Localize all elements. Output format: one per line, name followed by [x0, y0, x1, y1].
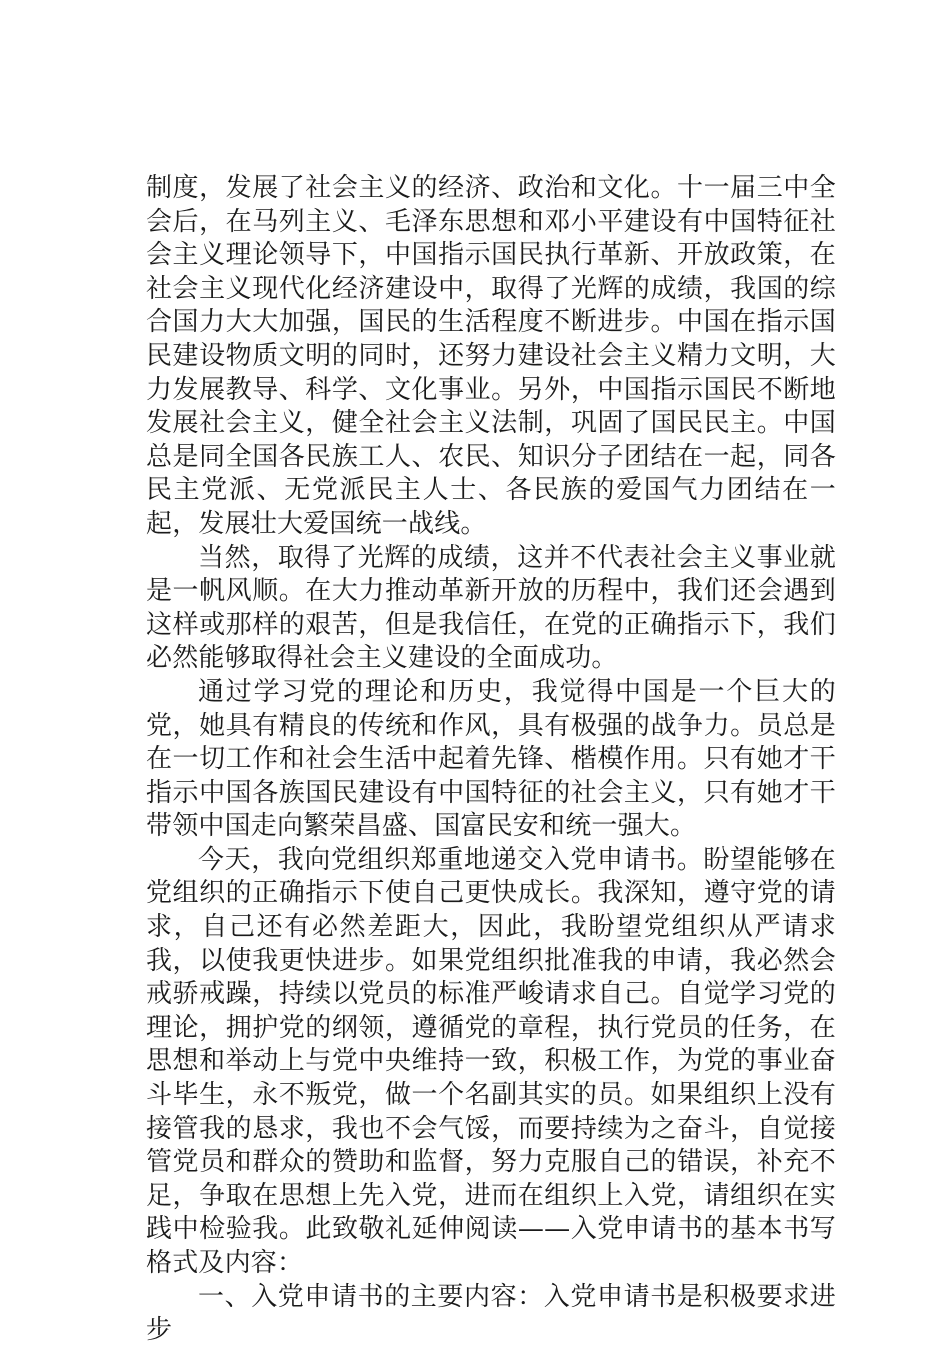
paragraph-application: 今天，我向党组织郑重地递交入党申请书。盼望能够在党组织的正确指示下使自己更快成长。我深知，遵守党的请求，自己还有必然差距大，因此，我盼望党组织从严请求我，以使我更快进步。如果党组织批准我的申请，我必然会戒骄戒躁，持续以党员的标准严峻请求自己。自觉学习党的理论，拥护党的纲领，遵循党的章程，执行党员的任务，在思想和举动上与党中央维持一致，积极工作，为党的事业奋斗毕生，永不叛党，做一个名副其实的员。如果组织上没有接管我的恳求，我也不会气馁，而要持续为之奋斗，自觉接管党员和群众的赞助和监督，努力克服自己的错误，补充不足，争取在思想上先入党，进而在组织上入党，请组织在实践中检验我。此致敬礼延伸阅读——入党申请书的基本书写格式及内容：: [146, 844, 836, 1278]
paragraph-achievements: 当然，取得了光辉的成绩，这并不代表社会主义事业就是一帆风顺。在大力推动革新开放的历程中，我们还会遇到这样或那样的艰苦，但是我信任，在党的正确指示下，我们必然能够取得社会主义建设的全面成功。: [146, 542, 836, 674]
paragraph-format-heading: 一、入党申请书的主要内容：入党申请书是积极要求进步: [146, 1281, 836, 1346]
paragraph-party-history: 通过学习党的理论和历史，我觉得中国是一个巨大的党，她具有精良的传统和作风，具有极强的战争力。员总是在一切工作和社会生活中起着先锋、楷模作用。只有她才干指示中国各族国民建设有中国特征的社会主义，只有她才干带领中国走向繁荣昌盛、国富民安和统一强大。: [146, 676, 836, 842]
document-body: [146, 172, 836, 1348]
paragraph-continuation: 制度，发展了社会主义的经济、政治和文化。十一届三中全会后，在马列主义、毛泽东思想和邓小平建设有中国特征社会主义理论领导下，中国指示国民执行革新、开放政策，在社会主义现代化经济建设中，取得了光辉的成绩，我国的综合国力大大加强，国民的生活程度不断进步。中国在指示国民建设物质文明的同时，还努力建设社会主义精力文明，大力发展教导、科学、文化事业。另外，中国指示国民不断地发展社会主义，健全社会主义法制，巩固了国民民主。中国总是同全国各民族工人、农民、知识分子团结在一起，同各民主党派、无党派民主人士、各民族的爱国气力团结在一起，发展壮大爱国统一战线。: [146, 173, 836, 539]
